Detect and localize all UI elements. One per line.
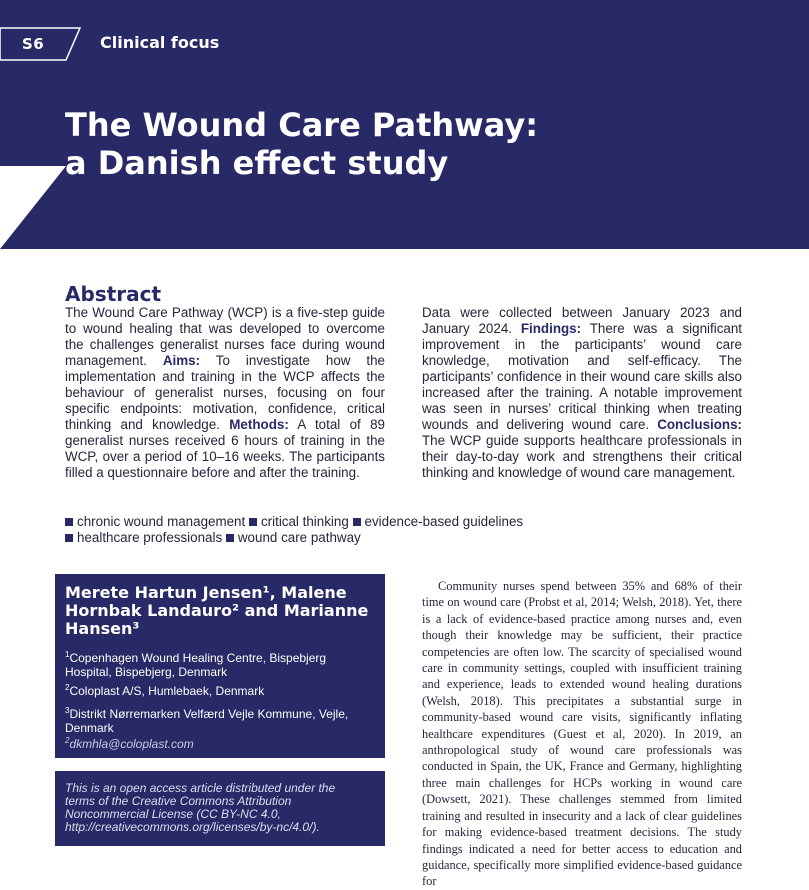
abstract-column-left	[65, 305, 385, 481]
body-paragraph: Community nurses spend between 35% and 68% of their time on wound care (Probst et al, 2014; Welsh, 2018). Yet, there is a lack of evidence-based practice among nurses and, even though their knowledge may be sufficient, their practice competencies are often low. The scarcity of specialised wound care in community settings, coupled with insufficient training and experience, leads to extended wound healing durations (Welsh, 2018). This precipitates a substantial surge in community-based wound care visits, significantly inflating healthcare expenditures (Guest et al, 2020). In 2019, an anthropological study of wound care professionals was conducted in Spain, the UK, France and Germany, highlighting three main challenges for HCPs working in wound care (Dowsett, 2021). These challenges stemmed from limited training and resulted in insecurity and a lack of clear guidelines for making evidence-based treatment decisions. The study findings indicated a need for better access to education and guidance, specifically more simplified evidence-based guidance for	[422, 579, 742, 889]
abstract-heading: Abstract	[65, 282, 162, 306]
abstract-findings-label: Findings:	[520, 321, 582, 336]
keyword-text: wound care pathway	[237, 530, 361, 545]
keyword-item	[249, 514, 349, 529]
keywords	[65, 514, 765, 546]
section-label: Clinical focus	[100, 33, 220, 52]
email-marker: 2	[65, 736, 70, 745]
affiliation-3	[65, 704, 365, 735]
author-names: Merete Hartun Jensen¹, Malene Hornbak Landauro² and Marianne Hansen³	[65, 583, 369, 638]
square-bullet-icon	[65, 534, 73, 542]
square-bullet-icon	[249, 518, 257, 526]
affiliation-3-text: Distrikt Nørremarken Velfærd Vejle Kommune, Vejle, Denmark	[65, 707, 349, 735]
page-number-tag	[0, 28, 80, 60]
abstract-intro: The Wound Care Pathway (WCP) is a five-step guide to wound healing that was developed to overcome the challenges generalist nurses face during wound management.	[65, 305, 385, 368]
abstract-aims-label: Aims:	[162, 353, 201, 368]
article-title-line-2: a Danish effect study	[65, 144, 449, 182]
license-box	[55, 771, 385, 846]
square-bullet-icon	[353, 518, 361, 526]
keywords-row-2	[65, 530, 765, 546]
abstract-data-text: Data were collected between January 2023 and January 2024.	[422, 305, 742, 336]
page-number: S6	[22, 35, 45, 53]
keyword-text: evidence-based guidelines	[364, 514, 524, 529]
abstract-column-right	[422, 305, 742, 481]
affiliation-1-marker: 1	[65, 650, 70, 659]
affiliation-2	[65, 681, 365, 698]
author-info-box	[55, 574, 385, 758]
square-bullet-icon	[65, 518, 73, 526]
abstract-aims-text: To investigate how the implementation and training in the WCP affects the behaviour of generalist nurses, focusing on four specific endpoints: motivation, confidence, critical thinking and knowledge.	[65, 353, 385, 432]
keyword-text: chronic wound management	[77, 514, 246, 529]
keyword-item	[65, 514, 245, 529]
abstract-methods-label: Methods:	[229, 417, 289, 432]
keyword-item	[65, 530, 222, 545]
article-title-line-1: The Wound Care Pathway:	[65, 106, 538, 144]
keywords-row-1	[65, 514, 765, 530]
keyword-text: healthcare professionals	[77, 530, 223, 545]
affiliation-1	[65, 648, 365, 679]
license-text: This is an open access article distributed under the terms of the Creative Commons Attribution Noncommercial License (CC BY-NC 4.0, http://creativecommons.org/licenses/by-nc/4.0/).	[65, 781, 336, 834]
affiliation-1-text: Copenhagen Wound Healing Centre, Bispebjerg Hospital, Bispebjerg, Denmark	[65, 651, 327, 679]
abstract-conclusions-label: Conclusions:	[657, 417, 742, 432]
keyword-item	[353, 514, 524, 529]
corresponding-email[interactable]	[65, 736, 194, 751]
affiliation-2-marker: 2	[65, 683, 70, 692]
keyword-text: critical thinking	[260, 514, 349, 529]
affiliation-2-text: Coloplast A/S, Humlebaek, Denmark	[69, 684, 265, 698]
banner-corner-cut	[0, 166, 66, 249]
header-banner	[0, 0, 809, 249]
abstract-findings-text: There was a significant improvement in the participants’ wound care knowledge, motivation and self-efficacy. The participants’ confidence in their wound care skills also increased after the training. A notable improvement was seen in nurses’ critical thinking when treating wounds and delivering wound care.	[422, 321, 743, 432]
article-title	[65, 106, 538, 182]
square-bullet-icon	[226, 534, 234, 542]
keyword-item	[226, 530, 361, 545]
affiliation-3-marker: 3	[65, 706, 70, 715]
abstract-conclusions-text: The WCP guide supports healthcare professionals in their day-to-day work and strengthens their critical thinking and knowledge of wound care management.	[422, 433, 742, 480]
abstract-methods-text: A total of 89 generalist nurses received 6 hours of training in the WCP, over a period of 10–16 weeks. The participants filled a questionnaire before and after the training.	[65, 417, 385, 480]
email-text[interactable]: dkmhla@coloplast.com	[69, 737, 194, 751]
